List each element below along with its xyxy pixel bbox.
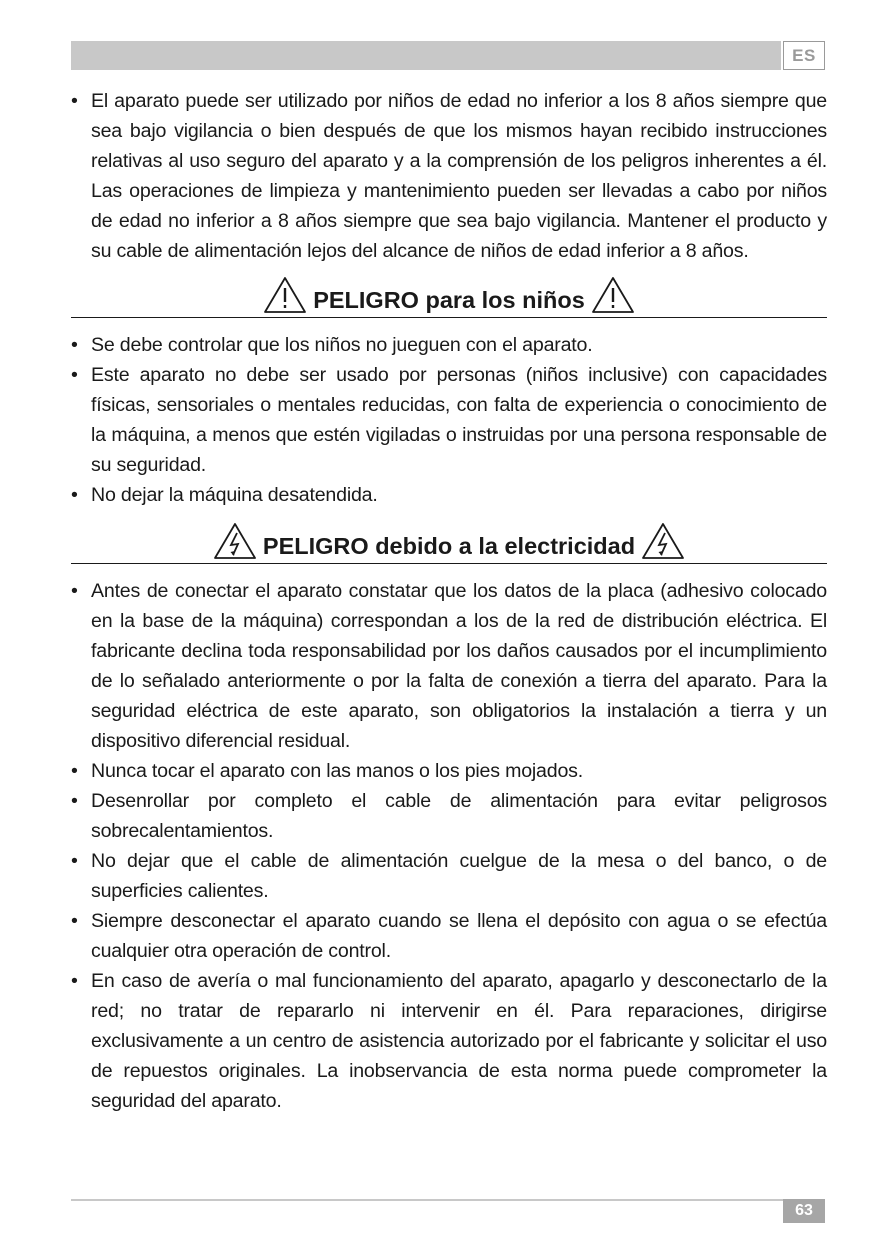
list-item-text: Antes de conectar el aparato constatar que los datos de la placa (adhesivo colocado en la base de la máquina) correspondan a los de la red de distribución eléctrica. El fabricante declina toda responsabilidad por los daños causados por el incumplimiento de lo señalado anteriormente o por la falta de conexión a tierra del aparato. Para la seguridad eléctrica de este aparato, son obligatorios la instalación a tierra y un dispositivo diferencial residual. <box>91 580 827 752</box>
page-number: 63 <box>783 1199 825 1223</box>
language-badge: ES <box>783 41 825 70</box>
list-item: • Nunca tocar el aparato con las manos o los pies mojados. <box>71 760 583 782</box>
list-item-text: Desenrollar por completo el cable de alimentación para evitar peligrosos sobrecalentamientos. <box>91 790 827 842</box>
electric-hazard-icon <box>641 522 685 560</box>
list-item-text: El aparato puede ser utilizado por niños de edad no inferior a los 8 años siempre que sea bajo vigilancia o bien después de que los mismos hayan recibido instrucciones relativas al uso seguro del aparato y a la comprensión de los peligros inherentes a él. Las operaciones de limpieza y mantenimiento pueden ser llevadas a cabo por niños de edad no inferior a 8 años siempre que sea bajo vigilancia. Mantener el producto y su cable de alimentación lejos del alcance de niños de edad inferior a 8 años. <box>91 90 827 262</box>
list-item-text: No dejar la máquina desatendida. <box>91 484 378 506</box>
list-item-text: Siempre desconectar el aparato cuando se llena el depósito con agua o se efectúa cualquier otra operación de control. <box>91 910 827 962</box>
list-item-text: Se debe controlar que los niños no jueguen con el aparato. <box>91 334 593 356</box>
list-item: • Se debe controlar que los niños no jueguen con el aparato. <box>71 334 593 356</box>
list-item: • El aparato puede ser utilizado por niños de edad no inferior a los 8 años siempre que sea bajo vigilancia o bien después de que los mismos hayan recibido instrucciones relativas al uso seguro del aparato y a la comprensión de los peligros inherentes a él. Las operaciones de limpieza y mantenimiento pueden ser llevadas a cabo por niños de edad no inferior a 8 años siempre que sea bajo vigilancia. Mantener el producto y su cable de alimentación lejos del alcance de niños de edad inferior a 8 años. <box>71 90 827 262</box>
page-content <box>71 86 827 1116</box>
list-item: • Antes de conectar el aparato constatar que los datos de la placa (adhesivo colocado en la base de la máquina) correspondan a los de la red de distribución eléctrica. El fabricante declina toda responsabilidad por los daños causados por el incumplimiento de lo señalado anteriormente o por la falta de conexión a tierra del aparato. Para la seguridad eléctrica de este aparato, son obligatorios la instalación a tierra y un dispositivo diferencial residual. <box>71 580 827 752</box>
warning-triangle-icon <box>591 276 635 314</box>
warning-triangle-icon <box>263 276 307 314</box>
list-item: • Siempre desconectar el aparato cuando se llena el depósito con agua o se efectúa cualquier otra operación de control. <box>71 910 827 962</box>
list-item-text: Nunca tocar el aparato con las manos o los pies mojados. <box>91 760 583 782</box>
list-item: • Desenrollar por completo el cable de alimentación para evitar peligrosos sobrecalentamientos. <box>71 790 827 842</box>
children-list <box>71 330 827 510</box>
section-title: PELIGRO debido a la electricidad <box>262 533 636 559</box>
section-heading-children <box>71 270 827 318</box>
intro-list <box>71 86 827 266</box>
list-item: • No dejar la máquina desatendida. <box>71 484 378 506</box>
section-title: PELIGRO para los niños <box>313 287 585 313</box>
list-item-text: En caso de avería o mal funcionamiento del aparato, apagarlo y desconectarlo de la red; no tratar de repararlo ni intervenir en él. Para reparaciones, dirigirse exclusivamente a un centro de asistencia autorizado por el fabricante y solicitar el uso de repuestos originales. La inobservancia de esta norma puede comprometer la seguridad del aparato. <box>91 970 827 1112</box>
section-heading-electric <box>71 516 827 564</box>
list-item: • No dejar que el cable de alimentación cuelgue de la mesa o del banco, o de superficies calientes. <box>71 850 827 902</box>
list-item-text: Este aparato no debe ser usado por personas (niños inclusive) con capacidades físicas, sensoriales o mentales reducidas, con falta de experiencia o conocimiento de la máquina, a menos que estén vigiladas o instruidas por una persona responsable de su seguridad. <box>91 364 827 476</box>
electric-hazard-icon <box>213 522 257 560</box>
list-item-text: No dejar que el cable de alimentación cuelgue de la mesa o del banco, o de superficies calientes. <box>91 850 827 902</box>
list-item: • Este aparato no debe ser usado por personas (niños inclusive) con capacidades físicas, sensoriales o mentales reducidas, con falta de experiencia o conocimiento de la máquina, a menos que estén vigiladas o instruidas por una persona responsable de su seguridad. <box>71 364 827 476</box>
list-item: • En caso de avería o mal funcionamiento del aparato, apagarlo y desconectarlo de la red; no tratar de repararlo ni intervenir en él. Para reparaciones, dirigirse exclusivamente a un centro de asistencia autorizado por el fabricante y solicitar el uso de repuestos originales. La inobservancia de esta norma puede comprometer la seguridad del aparato. <box>71 970 827 1112</box>
header-bar <box>71 41 781 70</box>
electric-list <box>71 576 827 1116</box>
footer-line <box>71 1199 783 1201</box>
